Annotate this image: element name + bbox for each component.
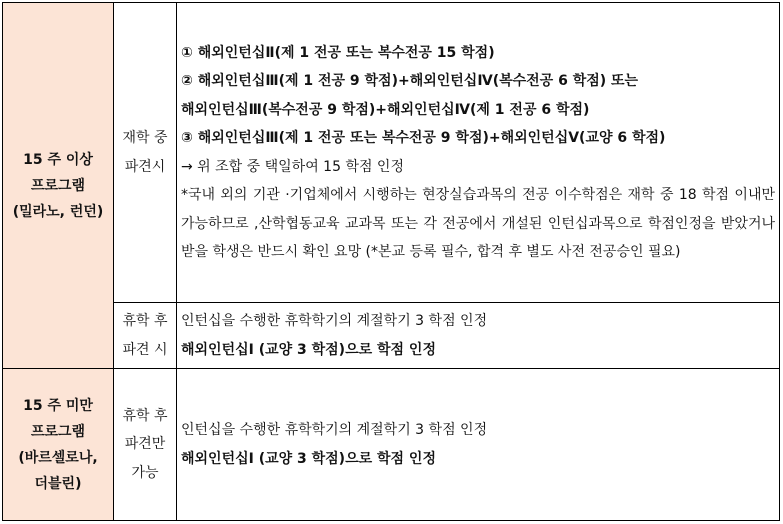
table-row: [3, 3, 780, 303]
credit-content-enrolled: [177, 3, 780, 303]
credit-content-short: [177, 369, 780, 521]
credit-line: 해외인턴십Ⅰ (교양 3 학점)으로 학점 인정: [181, 450, 436, 467]
mode-label: 휴학 후: [122, 313, 168, 329]
mode-cell-enrolled: [114, 3, 177, 303]
program-label: (밀라노, 런던): [12, 203, 104, 220]
program-label: 프로그램: [30, 423, 86, 440]
mode-label: 파견시: [124, 158, 166, 175]
table-row: [3, 303, 780, 369]
credit-line: 해외인턴십Ⅰ (교양 3 학점)으로 학점 인정: [181, 341, 436, 358]
mode-label: 가능: [131, 464, 159, 481]
credit-content-leave: [177, 303, 780, 369]
program-label: 15 주 이상: [23, 151, 93, 168]
program-cell-15plus: [3, 3, 114, 369]
credit-option-2: ② 해외인턴십Ⅲ(제 1 전공 9 학점)+해외인턴십Ⅳ(복수전공 6 학점) 또는: [181, 73, 639, 89]
credit-option-1: ① 해외인턴십Ⅱ(제 1 전공 또는 복수전공 15 학점): [181, 44, 495, 61]
program-label: 15 주 미만: [23, 397, 93, 414]
mode-label: 휴학 후: [122, 407, 168, 424]
credit-option-2-alt: 해외인턴십Ⅲ(복수전공 9 학점)+해외인턴십Ⅳ(제 1 전공 6 학점): [181, 101, 590, 118]
table-row: [3, 369, 780, 521]
mode-label: 재학 중: [122, 130, 168, 146]
credit-line: 인턴십을 수행한 휴학학기의 계절학기 3 학점 인정: [181, 422, 488, 438]
program-label: 프로그램: [30, 177, 86, 194]
program-cell-15minus: [3, 369, 114, 521]
credit-note: *국내 외의 기관 ·기업체에서 시행하는 현장실습과목의 전공 이수학점은 재학 중 18 학점 이내만 가능하므로 ,산학협동교육 교과목 또는 각 전공에서 개설된 인턴십과목으로 학점인정을 받았거나 받을 학생은 반드시 확인 요망 (*본교 등록 필수, 합격 후 별도 사전 전공승인 필요): [181, 187, 775, 260]
program-label: 더블린): [34, 475, 82, 492]
program-label: (바르셀로나,: [18, 449, 98, 466]
mode-label: 파견만: [124, 436, 166, 453]
mode-label: 파견 시: [122, 341, 168, 358]
credit-option-3: ③ 해외인턴십Ⅲ(제 1 전공 또는 복수전공 9 학점)+해외인턴십Ⅴ(교양 6 학점): [181, 130, 666, 146]
credit-summary: → 위 조합 중 택일하여 15 학점 인정: [181, 158, 404, 175]
internship-credit-table: [2, 2, 780, 521]
credit-line: 인턴십을 수행한 휴학학기의 계절학기 3 학점 인정: [181, 313, 488, 329]
mode-cell-leave-only: [114, 369, 177, 521]
mode-cell-leave: [114, 303, 177, 369]
